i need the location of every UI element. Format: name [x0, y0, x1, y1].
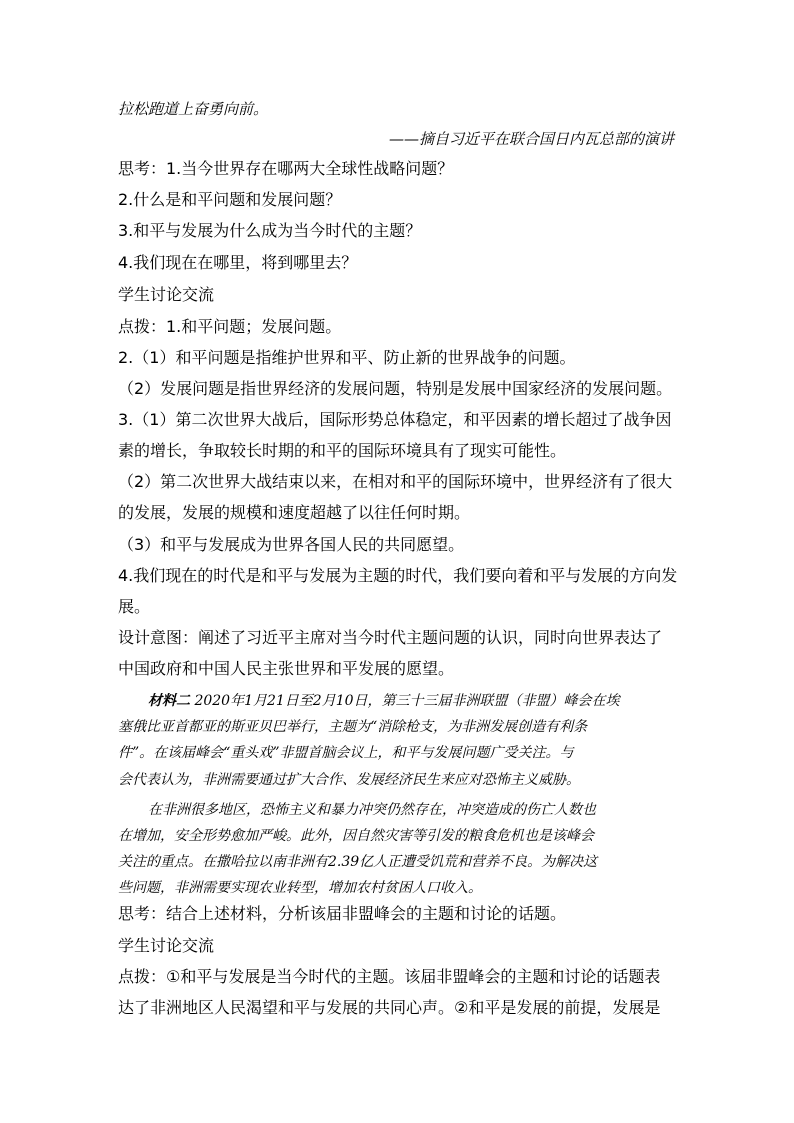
material-two-line-4: 会代表认为，非洲需要通过扩大合作、发展经济民生来应对恐怖主义威胁。 — [118, 772, 580, 788]
think-question-2: 2.什么是和平问题和发展问题？ — [118, 190, 342, 209]
material-two-line-2: 塞俄比亚首都亚的斯亚贝巴举行，主题为“消除枪支，为非洲发展创造有利条 — [118, 719, 588, 735]
guide-two-line-1: 点拨：①和平与发展是当今时代的主题。该届非盟峰会的主题和讨论的话题表 — [118, 967, 661, 986]
guide-answer-4b: 展。 — [118, 597, 151, 616]
material-two-label: 材料二 — [148, 693, 190, 709]
think-question-1: 思考：1.当今世界存在哪两大全球性战略问题？ — [118, 159, 454, 178]
guide-answer-3-2a: （2）第二次世界大战结束以来，在相对和平的国际环境中，世界经济有了很大 — [118, 472, 673, 491]
guide-answer-4a: 4.我们现在的时代是和平与发展为主题的时代，我们要向着和平与发展的方向发 — [118, 566, 678, 585]
material-two-line-8: 些问题，非洲需要实现农业转型，增加农村贫困人口收入。 — [118, 880, 482, 896]
material-two-text-1: 2020年1月21日至2月10日，第三十三届非洲联盟（非盟）峰会在埃 — [194, 693, 620, 709]
guide-answer-3-2b: 的发展，发展的规模和速度超越了以往任何时期。 — [118, 503, 471, 522]
think-question-4: 4.我们现在在哪里，将到哪里去？ — [118, 253, 358, 272]
quote-line: 拉松跑道上奋勇向前。 — [118, 100, 269, 118]
guide-two-line-2: 达了非洲地区人民渴望和平与发展的共同心声。②和平是发展的前提，发展是 — [118, 998, 661, 1017]
quote-source: ——摘自习近平在联合国日内瓦总部的演讲 — [388, 130, 674, 148]
discussion-label-2: 学生讨论交流 — [118, 936, 215, 955]
guide-answer-3-1b: 素的增长，争取较长时期的和平的国际环境具有了现实可能性。 — [118, 441, 567, 460]
guide-answer-2-2: （2）发展问题是指世界经济的发展问题，特别是发展中国家经济的发展问题。 — [118, 379, 673, 398]
think-question-3: 3.和平与发展为什么成为当今时代的主题？ — [118, 221, 422, 240]
guide-answer-2-1: 2.（1）和平问题是指维护世界和平、防止新的世界战争的问题。 — [118, 348, 576, 367]
guide-answer-3-3: （3）和平与发展成为世界各国人民的共同愿望。 — [118, 535, 465, 554]
material-two-line-6: 在增加，安全形势愈加严峻。此外，因自然灾害等引发的粮食危机也是该峰会 — [118, 828, 594, 844]
material-two-line-3: 件”。在该届峰会“重头戏”非盟首脑会议上，和平与发展问题广受关注。与 — [118, 745, 574, 761]
material-two-line-1 — [148, 692, 620, 710]
material-two-line-7: 关注的重点。在撒哈拉以南非洲有2.39亿人正遭受饥荒和营养不良。为解决这 — [118, 854, 598, 870]
guide-answer-1: 点拨：1.和平问题；发展问题。 — [118, 317, 342, 336]
guide-answer-3-1a: 3.（1）第二次世界大战后，国际形势总体稳定，和平因素的增长超过了战争因 — [118, 410, 672, 429]
think-question-material-two: 思考：结合上述材料，分析该届非盟峰会的主题和讨论的话题。 — [118, 904, 567, 923]
material-two-line-5: 在非洲很多地区，恐怖主义和暴力冲突仍然存在，冲突造成的伤亡人数也 — [148, 802, 596, 818]
discussion-label: 学生讨论交流 — [118, 285, 215, 304]
design-intent-line-2: 中国政府和中国人民主张世界和平发展的愿望。 — [118, 659, 455, 678]
design-intent-line-1: 设计意图：阐述了习近平主席对当今时代主题问题的认识，同时向世界表达了 — [118, 628, 663, 647]
